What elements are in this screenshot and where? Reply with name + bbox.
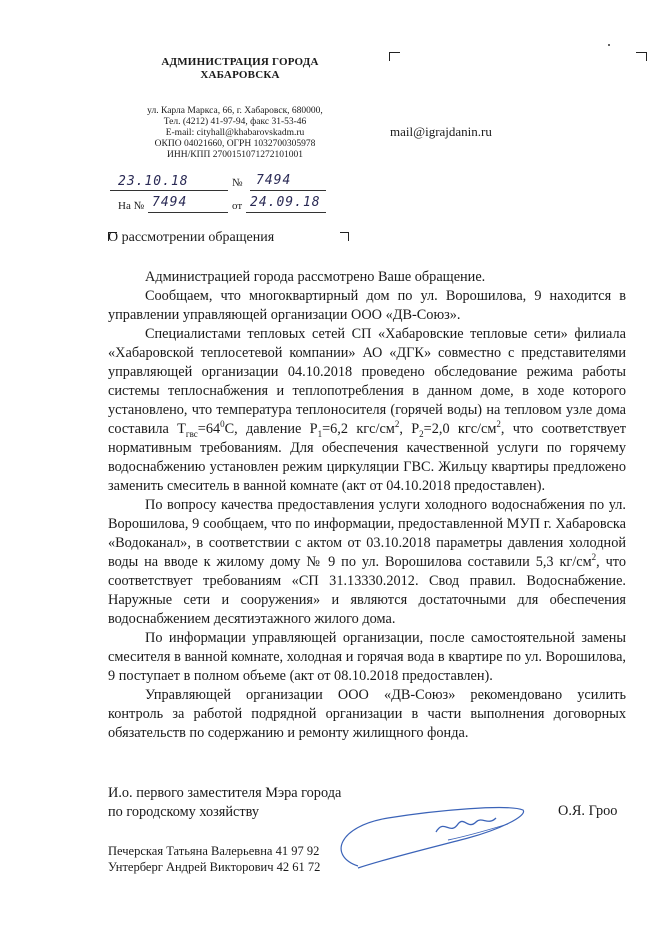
address-corner-right	[636, 52, 647, 61]
paragraph-recommendation: Управляющей организации ООО «ДВ-Союз» рекомендовано усилить контроль за работой подрядной организации в части выполнения договорных обязательств по содержанию и ремонту жилищного фонда.	[108, 687, 626, 741]
org-phone-line: Тел. (4212) 41-97-94, факс 31-53-46	[163, 117, 307, 127]
paragraph-heating-inspection	[108, 325, 626, 496]
date-underline	[110, 190, 228, 191]
contact-person: Печерская Татьяна Валерьевна 41 97 92	[108, 844, 320, 858]
signatory-name: О.Я. Гроо	[558, 803, 618, 819]
outgoing-date-value: 23.10.18	[118, 174, 189, 189]
p3-text-c: С, давление Р	[224, 421, 318, 437]
recipient-email: mail@igrajdanin.ru	[390, 124, 492, 139]
org-title	[130, 56, 350, 82]
paragraph-management: Сообщаем, что многоквартирный дом по ул. Ворошилова, 9 находится в управлении управляющей организации ООО «ДВ-Союз».	[108, 288, 626, 323]
p3-sup-degree: 0	[220, 419, 225, 430]
org-address-block	[110, 106, 360, 161]
org-title-line2: ХАБАРОВСКА	[200, 69, 280, 81]
org-inn-line: ИНН/КПП 2700151071272101001	[167, 150, 303, 160]
p3-text-f: =2,0 кгс/см	[423, 421, 497, 437]
reference-date	[250, 195, 321, 210]
contact-persons	[108, 843, 320, 875]
reference-date-label: от	[232, 200, 243, 212]
address-corner-left	[389, 52, 400, 61]
outgoing-number-label: №	[232, 177, 243, 189]
p3-sup-cm2: 2	[496, 419, 501, 430]
handwritten-signature	[318, 796, 528, 886]
paragraph-mixer-replacement: По информации управляющей организации, после самостоятельной замены смесителя в ванной комнате, холодная и горячая вода в квартире по ул. Ворошилова, 9 поступает в полном объеме (акт от 08.10.2018 предоставлен).	[108, 630, 626, 684]
signatory-position-line1: И.о. первого заместителя Мэра города	[108, 785, 342, 801]
org-address-line: ул. Карла Маркса, 66, г. Хабаровск, 680000,	[147, 106, 323, 116]
p3-sub-p2: 2	[419, 428, 424, 439]
p3-text-b: =64	[197, 421, 221, 437]
org-okpo-line: ОКПО 04021660, ОГРН 1032700305978	[154, 139, 316, 149]
contact-person: Унтерберг Андрей Викторович 42 61 72	[108, 860, 321, 874]
p3-sub-gvs: гвс	[185, 428, 198, 439]
outgoing-date	[118, 174, 189, 189]
p4-text-b: , что соответствует требованиям «СП 31.13330.2012. Свод правил. Водоснабжение. Наружные сети и сооружения» и являются достаточными для обеспечения водоснабжением десятиэтажного жилого дома.	[108, 554, 626, 627]
p3-text-d: =6,2 кгс/см	[322, 421, 395, 437]
paragraph-cold-water	[108, 496, 626, 629]
outgoing-number-value: 7494	[256, 173, 292, 188]
p4-sup-cm: 2	[591, 552, 597, 563]
number-underline	[250, 190, 326, 191]
org-title-line1: АДМИНИСТРАЦИЯ ГОРОДА	[161, 56, 319, 68]
signatory-position	[108, 784, 341, 822]
outgoing-number	[256, 173, 291, 188]
reference-number	[152, 195, 187, 210]
paragraph-intro: Администрацией города рассмотрено Ваше обращение.	[145, 269, 486, 285]
p3-text-g: , что соответствует нормативным требованиям. Для обеспечения качественной услуги по горячему водоснабжению установлен режим циркуляции ГВС. Жильцу квартиры предложено заменить смеситель в ванной комнате (акт от 04.10.2018 предоставлен).	[108, 421, 627, 494]
subject-corner-right	[340, 232, 349, 241]
letter-body	[108, 268, 626, 743]
p3-text-a: Специалистами тепловых сетей СП «Хабаровские тепловые сети» филиала «Хабаровской теплосетевой компании» АО «ДГК» совместно с представителями управляющей организации 04.10.2018 проведено обследование режима работы системы теплоснабжения и теплопотребления в данном доме, в ходе которого установлено, что температура теплоносителя (горячей воды) на тепловом узле дома составила Т	[108, 326, 626, 437]
p3-sub-p1: 1	[317, 428, 323, 439]
reference-number-label: На №	[118, 200, 145, 212]
reference-number-value: 7494	[152, 195, 188, 210]
speck-mark	[608, 44, 610, 46]
p3-text-e: , Р	[399, 421, 420, 437]
reference-date-value: 24.09.18	[250, 195, 321, 210]
ref-date-underline	[246, 212, 326, 213]
letter-subject: О рассмотрении обращения	[108, 230, 275, 245]
org-email-line: E-mail: cityhall@khabarovskadm.ru	[165, 128, 305, 138]
signatory-position-line2: по городскому хозяйству	[108, 804, 260, 820]
p3-sup-cm1: 2	[394, 419, 400, 430]
p4-text-a: По вопросу качества предоставления услуги холодного водоснабжения по ул. Ворошилова, 9 сообщаем, что по информации, предоставленной МУП г. Хабаровска «Водоканал», в соответствии с актом от 03.10.2018 параметры давления холодной воды на вводе к жилому дому № 9 по ул. Ворошилова составили 5,3 кг/см	[108, 497, 626, 570]
ref-number-underline	[148, 212, 228, 213]
